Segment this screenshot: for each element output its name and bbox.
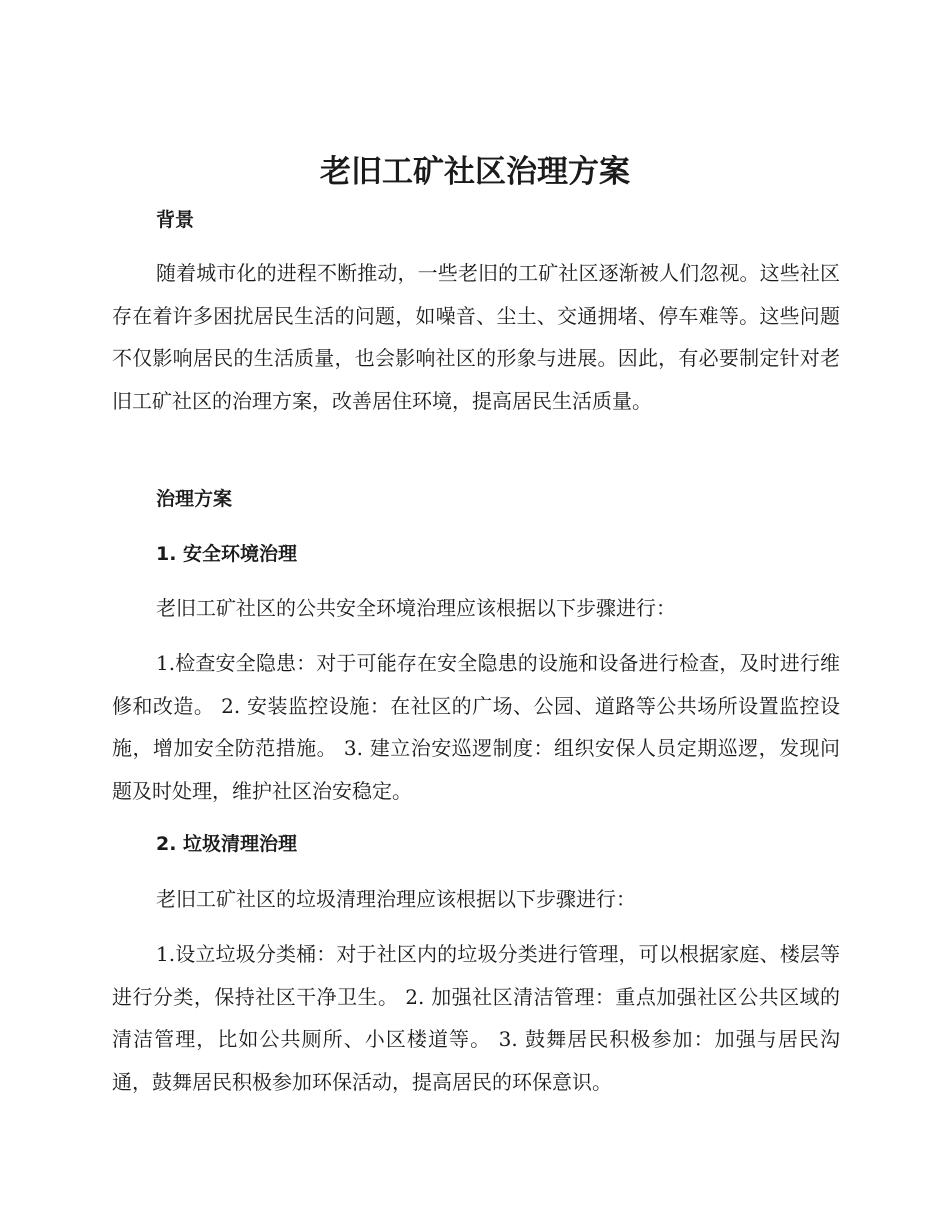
section-heading-garbage: 2. 垃圾清理治理: [156, 833, 298, 855]
section-heading-background: 背景: [156, 209, 195, 231]
paragraph-garbage-intro: 老旧工矿社区的垃圾清理治理应该根据以下步骤进行：: [156, 887, 636, 911]
paragraph-safety-intro: 老旧工矿社区的公共安全环境治理应该根据以下步骤进行：: [156, 596, 676, 620]
paragraph-background: 随着城市化的进程不断推动，一些老旧的工矿社区逐渐被人们忽视。这些社区存在着许多困扰居民生活的问题，如噪音、尘土、交通拥堵、停车难等。这些问题不仅影响居民的生活质量，也会影响社区的形象与进展。因此，有必要制定针对老旧工矿社区的治理方案，改善居住环境，提高居民生活质量。: [112, 261, 840, 413]
page-title: 老旧工矿社区治理方案: [320, 154, 630, 190]
section-heading-safety: 1. 安全环境治理: [156, 543, 298, 565]
paragraph-garbage-steps: 1.设立垃圾分类桶：对于社区内的垃圾分类进行管理，可以根据家庭、楼层等进行分类，保持社区干净卫生。 2. 加强社区清洁管理：重点加强社区公共区域的清洁管理，比如公共厕所、小区楼道等。 3. 鼓舞居民积极参加：加强与居民沟通，鼓舞居民积极参加环保活动，提高居民的环保意识。: [112, 942, 840, 1094]
paragraph-safety-steps: 1.检查安全隐患：对于可能存在安全隐患的设施和设备进行检查，及时进行维修和改造。 2. 安装监控设施：在社区的广场、公园、道路等公共场所设置监控设施，增加安全防范措施。 3. 建立治安巡逻制度：组织安保人员定期巡逻，发现问题及时处理，维护社区治安稳定。: [112, 651, 840, 803]
section-heading-plan: 治理方案: [156, 488, 233, 510]
